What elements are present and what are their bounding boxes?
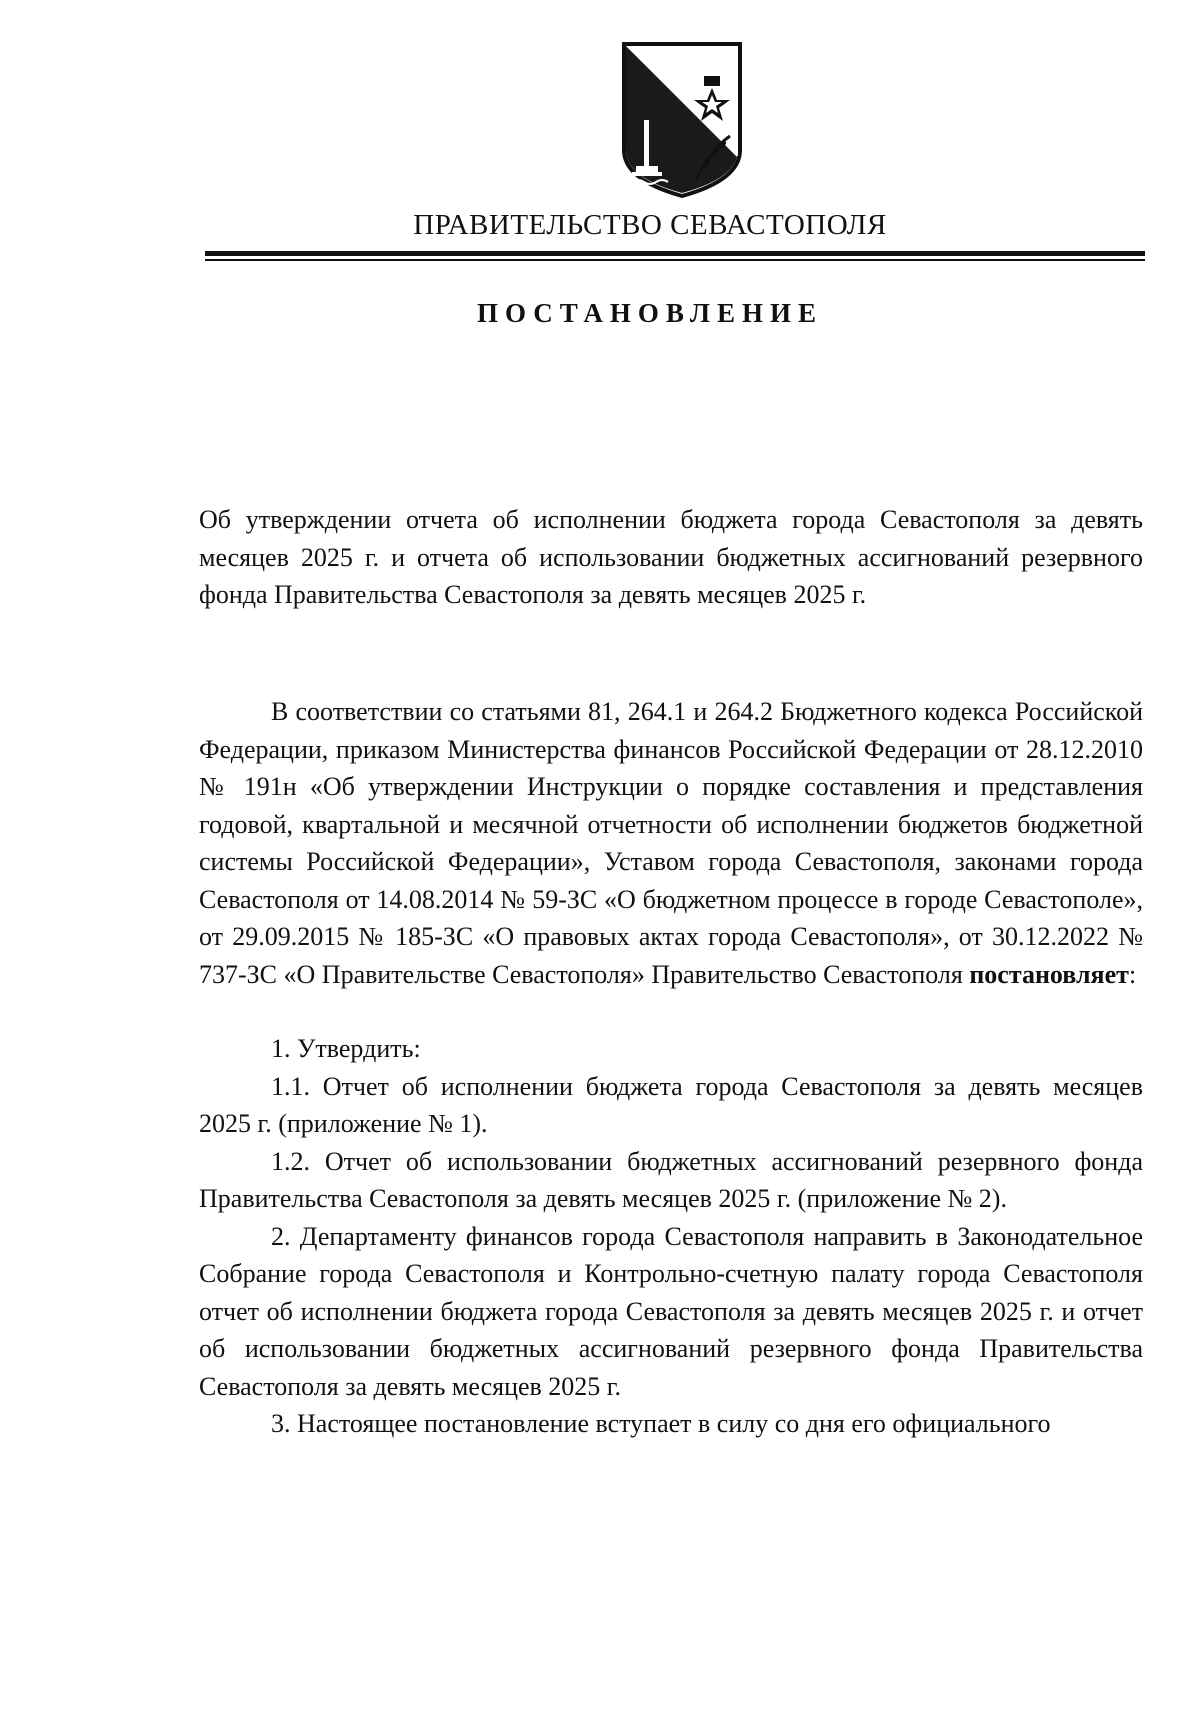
header-rule-thick — [205, 251, 1145, 256]
item-1-1: 1.1. Отчет об исполнении бюджета города Севастополя за девять месяцев 2025 г. (приложение № 1). — [199, 1071, 1143, 1138]
item-3: 3. Настоящее постановление вступает в силу со дня его официального — [271, 1409, 1051, 1438]
preamble-paragraph — [199, 693, 1143, 993]
header-rule-thin — [205, 259, 1145, 261]
preamble-text: В соответствии со статьями 81, 264.1 и 264.2 Бюджетного кодекса Российской Федерации, приказом Министерства финансов Российской Федерации от 28.12.2010 № 191н «Об утверждении Инструкции о порядке составления и представления годовой, квартальной и месячной отчетности об исполнении бюджетов бюджетной системы Российской Федерации», Уставом города Севастополя, законами города Севастополя от 14.08.2014 № 59-ЗС «О бюджетном процессе в городе Севастополе», от 29.09.2015 № 185-ЗС «О правовых актах города Севастополя», от 30.12.2022 № 737-ЗС «О Правительстве Севастополя» Правительство Севастополя — [199, 697, 1143, 989]
preamble-colon: : — [1128, 959, 1137, 989]
organization-title: ПРАВИТЕЛЬСТВО СЕВАСТОПОЛЯ — [413, 209, 887, 241]
decree-word: постановляет — [969, 959, 1129, 989]
coat-of-arms-icon — [618, 40, 746, 200]
subject-text: Об утверждении отчета об исполнении бюджета города Севастополя за девять месяцев 2025 г. и отчета об использовании бюджетных ассигнований резервного фонда Правительства Севастополя за девять месяцев 2025 г. — [199, 505, 1143, 609]
document-body — [199, 693, 1143, 1443]
item-2: 2. Департаменту финансов города Севастополя направить в Законодательное Собрание города Севастополя и Контрольно-счетную палату города Севастополя отчет об исполнении бюджета города Севастополя за девять месяцев 2025 г. и отчет об использовании бюджетных ассигнований резервного фонда Правительства Севастополя за девять месяцев 2025 г. — [199, 1221, 1143, 1401]
document-type-heading: ПОСТАНОВЛЕНИЕ — [476, 298, 824, 328]
item-1-2: 1.2. Отчет об использовании бюджетных ассигнований резервного фонда Правительства Севастополя за девять месяцев 2025 г. (приложение № 2). — [199, 1146, 1143, 1213]
item-1: 1. Утвердить: — [271, 1034, 421, 1063]
document-subject — [199, 501, 1143, 614]
